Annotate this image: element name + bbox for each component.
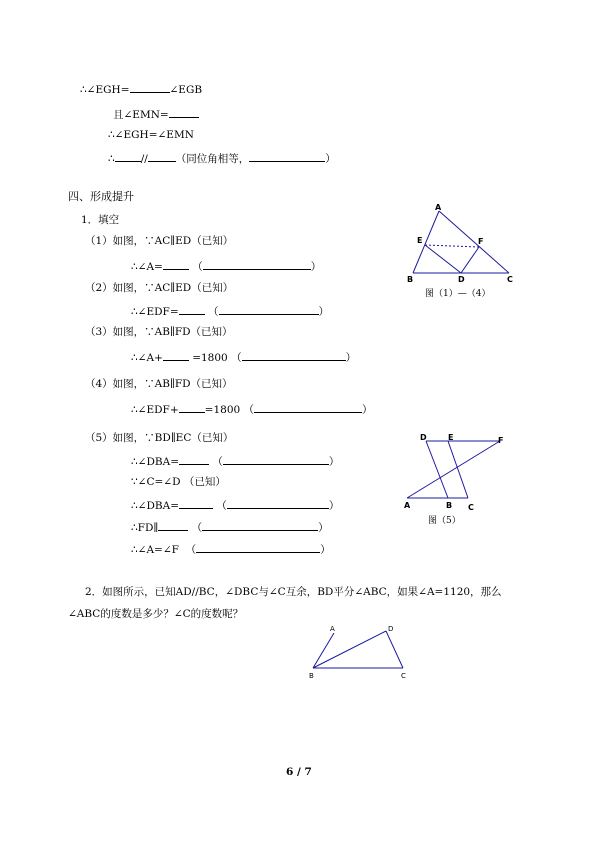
item-5-line-1: ∴∠DBA= （ ）	[131, 453, 339, 469]
figure-question-2	[308, 624, 418, 684]
label-a: A	[435, 203, 442, 212]
figure-1-4-caption: 图（1）—（4）	[425, 289, 491, 299]
proof-line-3: ∴∠EGH=∠EMN	[108, 129, 194, 141]
item-5-line-3: ∴∠DBA= （ ）	[131, 497, 339, 513]
answer-blank[interactable]	[115, 150, 141, 162]
question-2-line-2: ∠ABC的度数是多少？∠C的度数呢？	[68, 608, 244, 620]
label-e: E	[448, 433, 454, 442]
label-f: F	[478, 237, 484, 246]
label-d: D	[458, 275, 465, 284]
label-b: B	[407, 275, 414, 284]
reason-blank[interactable]	[227, 497, 329, 509]
reason-blank[interactable]	[254, 401, 362, 413]
segment-ed	[425, 245, 461, 273]
reason-blank[interactable]	[202, 519, 318, 531]
answer-blank[interactable]	[163, 349, 189, 361]
item-5-line-5: ∴∠A=∠F （ ）	[131, 541, 331, 557]
label-f: F	[498, 436, 504, 445]
item-3-conclusion: ∴∠A+ =1800 （ ）	[131, 349, 356, 365]
reason-blank[interactable]	[219, 303, 319, 315]
answer-blank[interactable]	[179, 401, 205, 413]
segment-ec	[448, 441, 468, 498]
item-4-given: （4）如图，∵AB∥FD（已知）	[85, 378, 233, 390]
segment-ef	[425, 245, 479, 247]
reason-blank[interactable]	[196, 541, 320, 553]
segment-db	[426, 441, 448, 498]
reason-blank[interactable]	[223, 453, 329, 465]
page-number: 6 / 7	[286, 766, 312, 778]
proof-line-2: 且∠EMN=	[113, 106, 199, 122]
answer-blank[interactable]	[169, 106, 199, 118]
label-c: C	[401, 672, 406, 680]
figure-5-caption: 图（5）	[428, 516, 461, 526]
question-1-title: 1．填空	[81, 214, 120, 226]
reason-blank[interactable]	[203, 258, 311, 270]
item-1-given: （1）如图，∵AC∥ED（已知）	[85, 235, 234, 247]
label-b: B	[446, 501, 453, 510]
segment-af	[407, 441, 500, 498]
section-title: 四、形成提升	[68, 190, 134, 203]
figure-triangle-1-4	[405, 205, 515, 285]
label-c: C	[468, 503, 474, 512]
item-5-line-4: ∴FD∥ （ ）	[131, 519, 329, 535]
answer-blank[interactable]	[158, 519, 188, 531]
reason-blank[interactable]	[242, 349, 346, 361]
item-5-given: （5）如图，∵BD∥EC（已知）	[85, 432, 234, 444]
answer-blank[interactable]	[179, 497, 213, 509]
answer-blank[interactable]	[148, 150, 176, 162]
answer-blank[interactable]	[163, 258, 189, 270]
item-3-given: （3）如图，∵AB∥FD（已知）	[85, 326, 233, 338]
answer-blank[interactable]	[130, 81, 170, 93]
label-d: D	[420, 433, 427, 442]
item-4-conclusion: ∴∠EDF+ =1800 （ ）	[131, 401, 373, 417]
item-5-line-2: ∵∠C=∠D （已知）	[131, 476, 226, 488]
label-c: C	[507, 275, 513, 284]
label-b: B	[309, 672, 314, 680]
side-dc	[386, 631, 403, 668]
label-a: A	[404, 501, 411, 510]
label-e: E	[417, 236, 423, 245]
figure-5	[404, 432, 514, 517]
proof-line-1: ∴∠EGH= ∠EGB	[80, 81, 202, 97]
item-2-given: （2）如图，∵AC∥ED（已知）	[85, 282, 234, 294]
answer-blank[interactable]	[179, 453, 209, 465]
label-a: A	[330, 625, 335, 633]
item-1-conclusion: ∴∠A= （ ）	[131, 258, 321, 274]
proof-line-4: ∴ // （同位角相等， ）	[108, 150, 336, 166]
segment-df	[461, 247, 479, 273]
answer-blank[interactable]	[179, 303, 205, 315]
answer-blank[interactable]	[249, 150, 325, 162]
question-2-line-1: 2．如图所示，已知AD//BC，∠DBC与∠C互余，BD平分∠ABC，如果∠A=1120，那么	[85, 586, 502, 598]
label-d: D	[388, 625, 394, 633]
item-2-conclusion: ∴∠EDF= （ ）	[131, 303, 329, 319]
